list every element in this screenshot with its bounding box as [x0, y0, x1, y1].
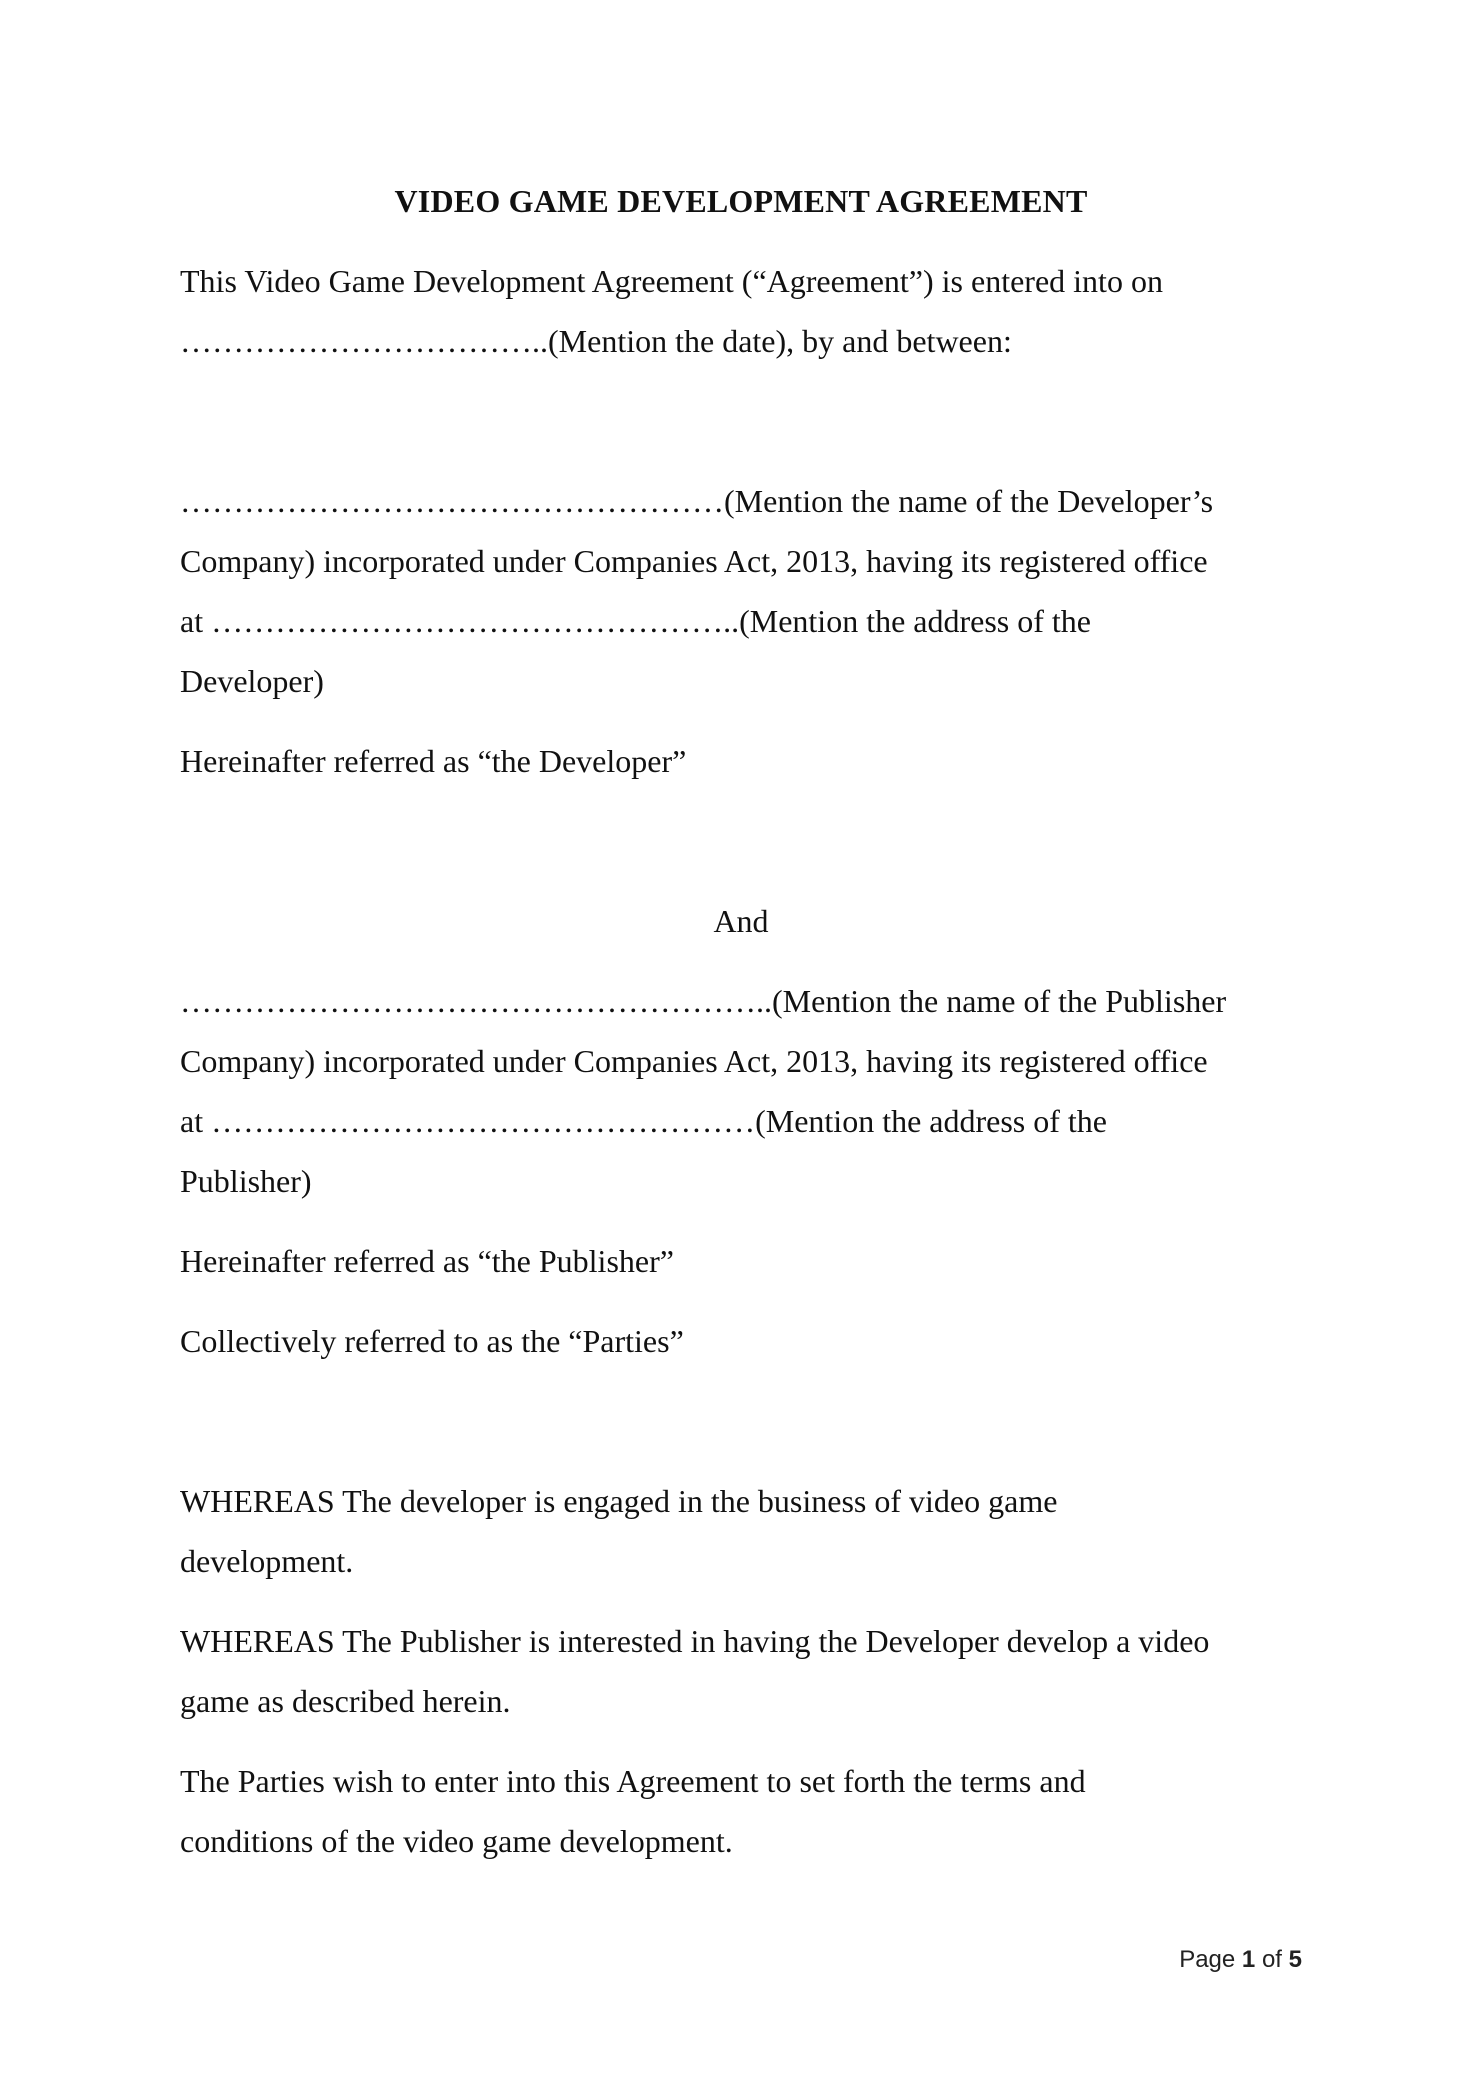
publisher-line-1: ………………………………………………..(Mention the name of the Publisher [180, 983, 1227, 1019]
intro-line-1: This Video Game Development Agreement (“Agreement”) is entered into on [180, 263, 1163, 299]
developer-line-1: ……………………………………………(Mention the name of the Developer’s [180, 483, 1214, 519]
whereas-2-line-1: WHEREAS The Publisher is interested in having the Developer develop a video [180, 1623, 1210, 1659]
intro-line-2: ……………………………..(Mention the date), by and between: [180, 323, 1012, 359]
publisher-line-4: Publisher) [180, 1163, 312, 1199]
page-prefix: Page [1179, 1946, 1236, 1973]
purpose-line-2: conditions of the video game development. [180, 1823, 733, 1859]
whereas-1-line-2: development. [180, 1543, 354, 1579]
developer-referred: Hereinafter referred as “the Developer” [180, 743, 687, 779]
page-total: 5 [1288, 1946, 1302, 1973]
developer-line-4: Developer) [180, 663, 324, 699]
page-number [1179, 1944, 1302, 1976]
developer-line-3: at …………………………………………..(Mention the address of the [180, 603, 1091, 639]
page-current: 1 [1241, 1946, 1256, 1973]
and-label: And [713, 903, 769, 939]
whereas-2-line-2: game as described herein. [180, 1683, 511, 1719]
collectively-line: Collectively referred to as the “Parties” [180, 1323, 684, 1359]
purpose-line-1: The Parties wish to enter into this Agreement to set forth the terms and [180, 1763, 1086, 1799]
publisher-referred: Hereinafter referred as “the Publisher” [180, 1243, 674, 1279]
whereas-1-line-1: WHEREAS The developer is engaged in the business of video game [180, 1483, 1058, 1519]
developer-line-2: Company) incorporated under Companies Act, 2013, having its registered office [180, 543, 1208, 579]
publisher-line-2: Company) incorporated under Companies Act, 2013, having its registered office [180, 1043, 1208, 1079]
document-title: VIDEO GAME DEVELOPMENT AGREEMENT [394, 183, 1088, 219]
publisher-line-3: at ……………………………………………(Mention the address of the [180, 1103, 1107, 1139]
page-of: of [1261, 1946, 1282, 1973]
